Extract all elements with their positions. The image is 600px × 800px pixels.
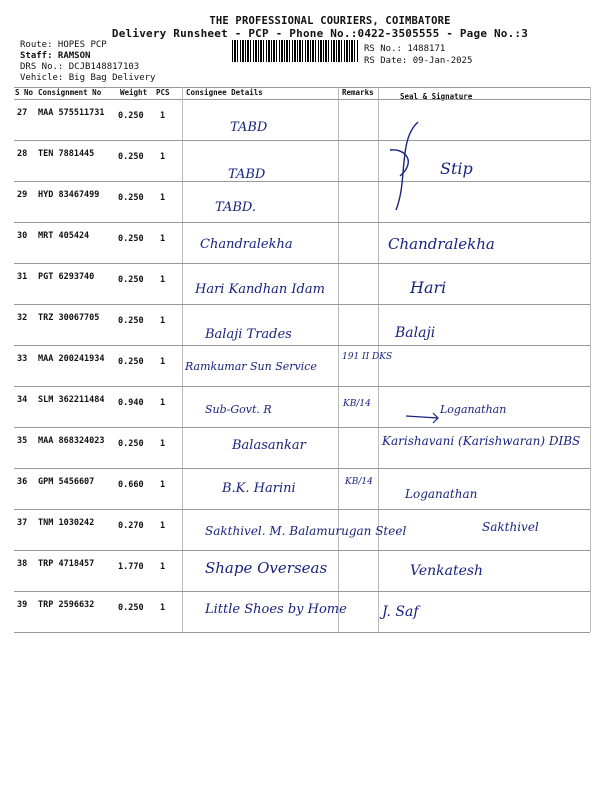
row-sno: 37 — [17, 518, 28, 528]
row-consignment-no: HYD 83467499 — [38, 190, 100, 200]
signature-strokes — [378, 100, 590, 632]
row-consignee: Balasankar — [232, 438, 306, 453]
row-remarks: KB/14 — [343, 399, 371, 409]
row-consignment-no: MAA 200241934 — [38, 354, 105, 364]
row-consignment-no: PGT 6293740 — [38, 272, 95, 282]
row-signature: Venkatesh — [410, 563, 484, 579]
col-sno: S No — [15, 88, 34, 97]
row-consignment-no: MRT 405424 — [38, 231, 90, 241]
row-signature: Loganathan — [440, 403, 507, 416]
row-pcs: 1 — [160, 111, 166, 121]
row-weight: 0.250 — [118, 111, 144, 121]
row-weight: 0.250 — [118, 234, 144, 244]
row-pcs: 1 — [160, 603, 166, 613]
row-consignment-no: TRP 4718457 — [38, 559, 95, 569]
row-pcs: 1 — [160, 275, 166, 285]
rs-number: RS No.: 1488171 — [364, 44, 446, 54]
row-pcs: 1 — [160, 152, 166, 162]
row-pcs: 1 — [160, 234, 166, 244]
row-consignment-no: TEN 7881445 — [38, 149, 95, 159]
row-consignment-no: TNM 1030242 — [38, 518, 95, 528]
row-pcs: 1 — [160, 521, 166, 531]
row-weight: 0.250 — [118, 316, 144, 326]
row-sno: 39 — [17, 600, 28, 610]
row-consignment-no: TRP 2596632 — [38, 600, 95, 610]
row-sno: 35 — [17, 436, 28, 446]
row-pcs: 1 — [160, 562, 166, 572]
row-weight: 0.250 — [118, 275, 144, 285]
row-sno: 29 — [17, 190, 28, 200]
row-signature: Loganathan — [405, 487, 478, 501]
row-consignee: Sakthivel. M. Balamurugan Steel — [205, 524, 407, 538]
row-pcs: 1 — [160, 439, 166, 449]
row-consignee: Chandralekha — [200, 237, 293, 252]
row-sno: 32 — [17, 313, 28, 323]
row-weight: 1.770 — [118, 562, 144, 572]
row-consignment-no: MAA 575511731 — [38, 108, 105, 118]
row-signature: Stip — [440, 159, 473, 178]
row-consignee: TABD. — [215, 200, 256, 215]
row-consignment-no: TRZ 30067705 — [38, 313, 100, 323]
barcode-image — [232, 40, 358, 62]
col-pcs: PCS — [156, 88, 170, 97]
row-signature: Karishavani (Karishwaran) DIBS — [382, 434, 581, 448]
row-weight: 0.660 — [118, 480, 144, 490]
company-title: THE PROFESSIONAL COURIERS, COIMBATORE — [209, 15, 451, 27]
row-weight: 0.250 — [118, 152, 144, 162]
row-signature: Sakthivel — [482, 520, 539, 534]
col-seal-signature: Seal & Signature — [400, 92, 473, 101]
table-bottom-border — [14, 632, 590, 633]
col-weight: Weight — [120, 88, 148, 97]
row-weight: 0.250 — [118, 357, 144, 367]
row-signature: Chandralekha — [388, 235, 495, 253]
row-weight: 0.250 — [118, 193, 144, 203]
row-weight: 0.250 — [118, 439, 144, 449]
row-consignment-no: SLM 362211484 — [38, 395, 105, 405]
row-remarks: KB/14 — [345, 477, 373, 487]
staff-label: Staff: RAMSON — [20, 51, 91, 61]
col-remarks: Remarks — [342, 88, 374, 97]
row-consignee: Balaji Trades — [205, 327, 292, 342]
vehicle-label: Vehicle: Big Bag Delivery — [20, 73, 156, 83]
row-pcs: 1 — [160, 316, 166, 326]
route-label: Route: HOPES PCP — [20, 40, 107, 50]
row-consignee: B.K. Harini — [222, 481, 296, 496]
row-sno: 28 — [17, 149, 28, 159]
row-signature: Hari — [410, 278, 447, 297]
row-consignee: TABD — [228, 167, 266, 182]
row-signature: J. Saf — [382, 604, 419, 620]
runsheet-subtitle: Delivery Runsheet - PCP - Phone No.:0422-3505555 - Page No.:3 — [111, 27, 529, 40]
row-consignee: Sub-Govt. R — [205, 403, 272, 416]
row-pcs: 1 — [160, 398, 166, 408]
drs-number: DRS No.: DCJB148817103 — [20, 62, 140, 72]
row-weight: 0.250 — [118, 603, 144, 613]
row-consignment-no: MAA 868324023 — [38, 436, 105, 446]
row-consignee: TABD — [230, 120, 268, 135]
row-pcs: 1 — [160, 480, 166, 490]
row-sno: 31 — [17, 272, 28, 282]
row-sno: 34 — [17, 395, 28, 405]
row-weight: 0.940 — [118, 398, 144, 408]
table-top-border — [14, 87, 590, 88]
row-consignee: Hari Kandhan Idam — [195, 282, 325, 297]
row-signature: Balaji — [395, 325, 436, 341]
row-pcs: 1 — [160, 357, 166, 367]
row-sno: 27 — [17, 108, 28, 118]
row-sno: 33 — [17, 354, 28, 364]
col-consignee: Consignee Details — [186, 88, 263, 97]
row-consignment-no: GPM 5456607 — [38, 477, 95, 487]
row-consignee: Little Shoes by Home — [205, 602, 347, 617]
row-consignee: Ramkumar Sun Service — [185, 360, 317, 373]
row-remarks: 191 II DKS — [342, 352, 393, 362]
row-consignee: Shape Overseas — [205, 559, 328, 577]
row-sno: 36 — [17, 477, 28, 487]
rs-date: RS Date: 09-Jan-2025 — [364, 56, 473, 66]
row-weight: 0.270 — [118, 521, 144, 531]
row-pcs: 1 — [160, 193, 166, 203]
row-sno: 38 — [17, 559, 28, 569]
col-consignment: Consignment No — [38, 88, 102, 97]
row-sno: 30 — [17, 231, 28, 241]
